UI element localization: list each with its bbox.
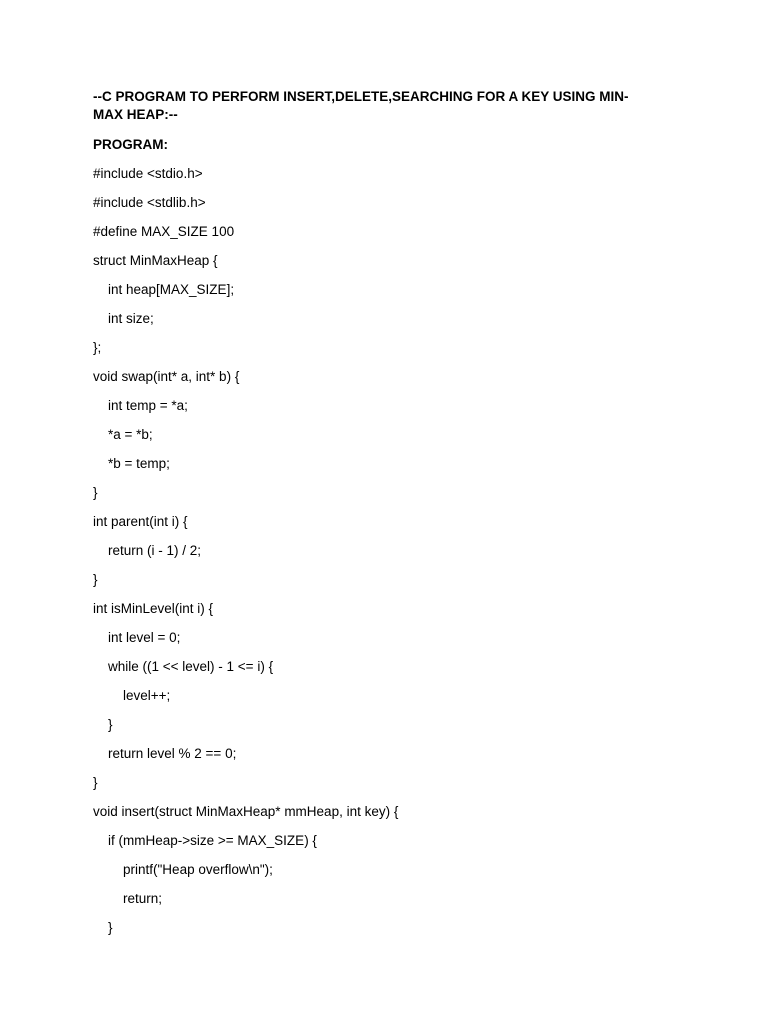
program-label: PROGRAM: <box>93 137 168 152</box>
code-line: }; <box>93 340 102 355</box>
code-line: int level = 0; <box>93 630 181 645</box>
code-line: #define MAX_SIZE 100 <box>93 224 235 239</box>
code-line: } <box>93 572 98 587</box>
code-line: *b = temp; <box>93 456 170 471</box>
code-line: int isMinLevel(int i) { <box>93 601 214 616</box>
code-line: while ((1 << level) - 1 <= i) { <box>93 659 274 674</box>
code-line: int parent(int i) { <box>93 514 188 529</box>
document-heading: --C PROGRAM TO PERFORM INSERT,DELETE,SEARCHING FOR A KEY USING MIN-MAX HEAP:-- <box>93 89 629 122</box>
code-line: printf("Heap overflow\n"); <box>93 862 273 877</box>
code-line: #include <stdio.h> <box>93 166 203 181</box>
code-line: } <box>93 920 113 935</box>
code-line: struct MinMaxHeap { <box>93 253 218 268</box>
code-line: *a = *b; <box>93 427 153 442</box>
code-line: return; <box>93 891 163 906</box>
code-line: if (mmHeap->size >= MAX_SIZE) { <box>93 833 317 848</box>
code-line: int temp = *a; <box>93 398 188 413</box>
code-line: } <box>93 717 113 732</box>
code-line: void insert(struct MinMaxHeap* mmHeap, int key) { <box>93 804 399 819</box>
code-line: #include <stdlib.h> <box>93 195 206 210</box>
code-listing <box>93 165 398 948</box>
code-line: int heap[MAX_SIZE]; <box>93 282 235 297</box>
code-line: level++; <box>93 688 171 703</box>
code-line: } <box>93 775 98 790</box>
code-line: void swap(int* a, int* b) { <box>93 369 240 384</box>
code-line: return (i - 1) / 2; <box>93 543 202 558</box>
code-line: int size; <box>93 311 154 326</box>
code-line: return level % 2 == 0; <box>93 746 237 761</box>
code-line: } <box>93 485 98 500</box>
